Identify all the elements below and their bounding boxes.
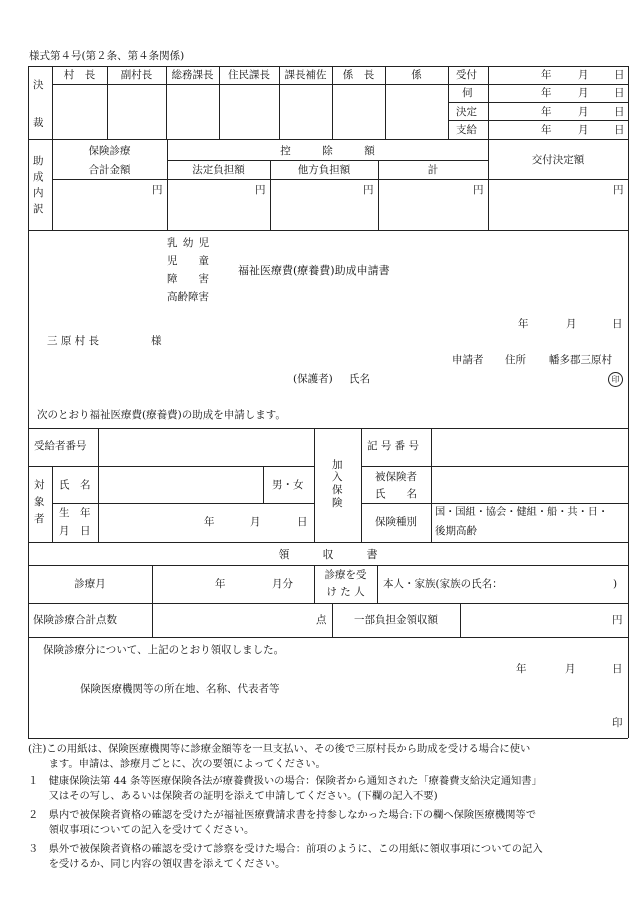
date-day: 日 [614, 87, 625, 99]
symbol-number-label: 記 号 番 号 [367, 440, 420, 452]
category-disability: 障 害 [167, 273, 209, 285]
addressee: 三 原 村 長 [47, 335, 100, 347]
date-day: 日 [614, 106, 625, 118]
role-section-chief: 係 長 [342, 69, 375, 81]
insurance-total-label-2: 合計金額 [88, 164, 131, 176]
insured-label-1: 被保険者 [375, 471, 417, 483]
date-month: 月 [578, 124, 589, 136]
yen-unit: 円 [255, 184, 266, 196]
receipt-month: 月 [565, 663, 576, 675]
application-title: 福祉医療費(療養費)助成申請書 [238, 264, 390, 277]
birth-label-1: 生 年 [59, 507, 91, 519]
form-number: 様式第４号(第２条、第４条関係) [29, 50, 185, 62]
approval-side-label-1: 決 [33, 79, 44, 91]
patient-label-1: 診療を受 [324, 569, 367, 581]
birth-year: 年 [204, 516, 215, 528]
date-label-inquiry: 伺 [462, 87, 473, 99]
application-date-year: 年 [518, 318, 529, 330]
role-resident-affairs-chief: 住民課長 [228, 69, 270, 81]
receipt-title: 領 収 書 [278, 548, 378, 561]
application-date-day: 日 [612, 318, 623, 330]
birth-day: 日 [297, 516, 308, 528]
note-line: 又はその写し、あるいは保険者の証明を添えて申請してください。(下欄の記入不要) [28, 790, 438, 802]
date-day: 日 [614, 69, 625, 81]
applicant-label: 申請者 [452, 354, 484, 366]
yen-unit: 円 [613, 184, 624, 196]
yen-unit: 円 [473, 184, 484, 196]
provider-label: 保険医療機関等の所在地、名称、代表者等 [80, 683, 280, 695]
treatment-year: 年 [215, 578, 226, 590]
insured-label-2: 氏 名 [375, 488, 417, 500]
date-month: 月 [578, 87, 589, 99]
guardian-label: (保護者) [293, 373, 333, 385]
category-infant: 乳 幼 児 [167, 237, 211, 249]
role-staff: 係 [411, 69, 422, 81]
other-burden-label: 他方負担額 [297, 164, 351, 176]
decision-amount-label: 交付決定額 [531, 154, 585, 166]
seal-mark: 印 [608, 372, 623, 387]
gender-options: 男・女 [272, 479, 304, 491]
receipt-year: 年 [516, 663, 527, 675]
deduction-label: 控 除 額 [280, 145, 375, 157]
receipt-day: 日 [612, 663, 623, 675]
date-label-payment: 支給 [456, 124, 477, 136]
receipt-confirmation: 保険診療分について、上記のとおり領収しました。 [43, 644, 285, 656]
addressee-honorific: 様 [151, 335, 162, 347]
points-unit: 点 [316, 614, 327, 626]
date-year: 年 [541, 87, 552, 99]
total-label: 計 [427, 164, 439, 176]
close-paren: ) [613, 578, 618, 590]
yen-unit: 円 [152, 184, 163, 196]
points-label: 保険診療合計点数 [33, 614, 117, 626]
address-value: 幡多郡三原村 [549, 354, 612, 366]
insurance-total-label-1: 保険診療 [88, 145, 131, 157]
copay-unit: 円 [612, 614, 623, 626]
approval-side-label-2: 裁 [33, 117, 44, 129]
date-year: 年 [541, 124, 552, 136]
note-line: １ 健康保険法第 44 条等医療保険各法が療養費扱いの場合：保険者から通知された「療養費支給決定通知書」 [28, 775, 542, 787]
address-label: 住所 [505, 354, 526, 366]
application-statement: 次のとおり福祉医療費(療養費)の助成を申請します。 [37, 409, 286, 421]
role-general-affairs-chief: 総務課長 [171, 69, 214, 81]
category-child: 児 童 [167, 255, 209, 267]
note-line: を受けるか、同じ内容の領収書を添えてください。 [28, 858, 286, 870]
treatment-month-label: 診療月 [74, 578, 106, 590]
date-label-received: 受付 [456, 69, 477, 81]
recipient-number-label: 受給者番号 [34, 440, 87, 452]
date-year: 年 [541, 106, 552, 118]
insurance-type-label: 保険種別 [375, 516, 417, 528]
date-month: 月 [578, 69, 589, 81]
yen-unit: 円 [363, 184, 374, 196]
legal-burden-label: 法定負担額 [192, 164, 245, 176]
note-line: ます。申請は、診療月ごとに、次の要領によってください。 [28, 758, 326, 770]
note-line: 領収事項についての記入を受けてください。 [28, 824, 255, 836]
birth-label-2: 月 日 [59, 525, 91, 537]
patient-value: 本人・家族(家族の氏名： [383, 578, 503, 590]
date-year: 年 [541, 69, 552, 81]
date-label-decision: 決定 [456, 106, 477, 118]
birth-month: 月 [250, 516, 261, 528]
copay-label: 一部負担金領収額 [354, 614, 438, 626]
note-line: ２ 県内で被保険者資格の確認を受けたが福祉医療費請求書を持参しなかった場合:下の欄へ保険医療機関等で [28, 809, 537, 821]
insurance-type-options-2: 後期高齢 [435, 525, 477, 537]
note-line: (注)この用紙は、保険医療機関等に診療金額等を一旦支払い、その後で三原村長から助成を受ける場合に使い [28, 743, 531, 755]
subject-name-label: 氏 名 [59, 479, 91, 491]
role-deputy-head: 副村長 [120, 69, 153, 81]
date-month: 月 [578, 106, 589, 118]
treatment-month-suffix: 月分 [272, 578, 293, 590]
category-elderly-disability: 高齢障害 [167, 291, 209, 303]
insurance-type-options-1: 国・国組・協会・健組・船・共・日・ [435, 507, 609, 518]
role-village-head: 村 長 [63, 69, 96, 81]
date-day: 日 [614, 124, 625, 136]
name-label: 氏名 [349, 373, 370, 385]
patient-label-2: け た 人 [326, 586, 365, 598]
provider-seal: 印 [612, 717, 623, 729]
note-line: ３ 県外で被保険者資格の確認を受けて診察を受けた場合：前項のように、この用紙に領収事項についての記入 [28, 843, 543, 855]
role-assistant-chief: 課長補佐 [284, 69, 327, 81]
application-date-month: 月 [566, 318, 577, 330]
